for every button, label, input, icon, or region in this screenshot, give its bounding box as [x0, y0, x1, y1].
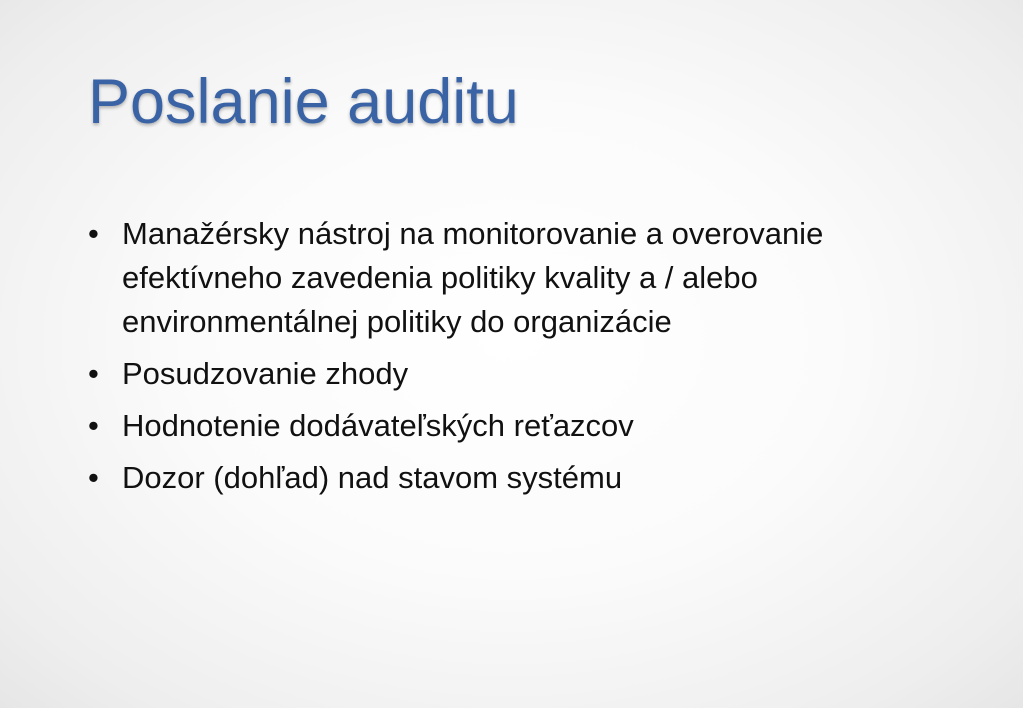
bullet-item: [88, 352, 938, 396]
bullet-list: [88, 212, 938, 508]
bullet-item: [88, 404, 938, 448]
bullet-icon: •: [88, 460, 99, 495]
slide-title: Poslanie auditu: [88, 67, 519, 137]
bullet-item: [88, 212, 938, 344]
bullet-icon: •: [88, 356, 99, 391]
bullet-text: Posudzovanie zhody: [122, 356, 409, 391]
bullet-text: Dozor (dohľad) nad stavom systému: [122, 460, 623, 495]
bullet-text: Manažérsky nástroj na monitorovanie a overovanie efektívneho zavedenia politiky kvality a / alebo environmentálnej politiky do organizácie: [122, 216, 824, 339]
bullet-text: Hodnotenie dodávateľských reťazcov: [122, 408, 634, 443]
bullet-item: [88, 456, 938, 500]
bullet-icon: •: [88, 216, 99, 251]
bullet-icon: •: [88, 408, 99, 443]
